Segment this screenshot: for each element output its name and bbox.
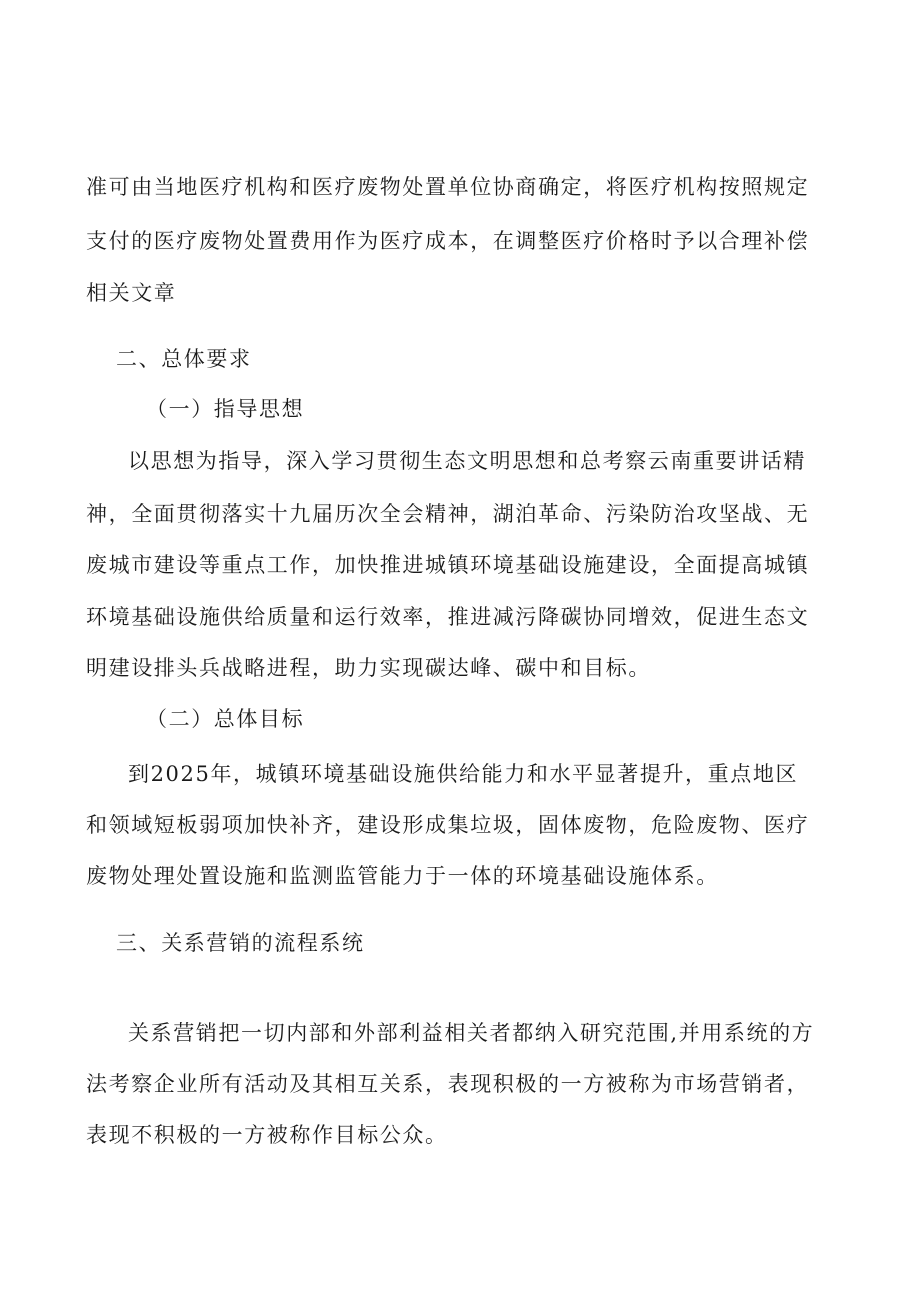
text-line: 废物处理处置设施和监测监管能力于一体的环境基础设施体系。 [86, 864, 719, 888]
text-line: 法考察企业所有活动及其相互关系，表现积极的一方被称为市场营销者， [86, 1072, 810, 1096]
text-line: 关系营销把一切内部和外部利益相关者都纳入研究范围,并用系统的方 [128, 1021, 815, 1045]
text-line: 环境基础设施供给质量和运行效率，推进减污降碳协同增效，促进生态文 [86, 605, 810, 629]
text-line: 和领域短板弱项加快补齐，建设形成集垃圾，固体废物，危险废物、医疗 [86, 813, 810, 837]
text-line: 明建设排头兵战略进程，助力实现碳达峰、碳中和目标。 [86, 656, 651, 680]
section-heading: 三、关系营销的流程系统 [116, 931, 365, 955]
section-heading: 二、总体要求 [116, 347, 252, 371]
text-line: 表现不积极的一方被称作目标公众。 [86, 1123, 448, 1147]
subsection-heading: （一）指导思想 [146, 397, 305, 421]
text-line: 废城市建设等重点工作，加快推进城镇环境基础设施建设，全面提高城镇 [86, 553, 810, 577]
text-line: 到2025年，城镇环境基础设施供给能力和水平显著提升，重点地区 [128, 762, 799, 786]
text-line: 准可由当地医疗机构和医疗废物处置单位协商确定，将医疗机构按照规定 [86, 175, 810, 199]
subsection-heading: （二）总体目标 [146, 707, 305, 731]
text-line: 以思想为指导，深入学习贯彻生态文明思想和总考察云南重要讲话精 [128, 449, 806, 473]
text-line: 相关文章 [86, 281, 177, 305]
text-line: 神，全面贯彻落实十九届历次全会精神，湖泊革命、污染防治攻坚战、无 [86, 502, 810, 526]
text-line: 支付的医疗废物处置费用作为医疗成本，在调整医疗价格时予以合理补偿 [86, 229, 810, 253]
